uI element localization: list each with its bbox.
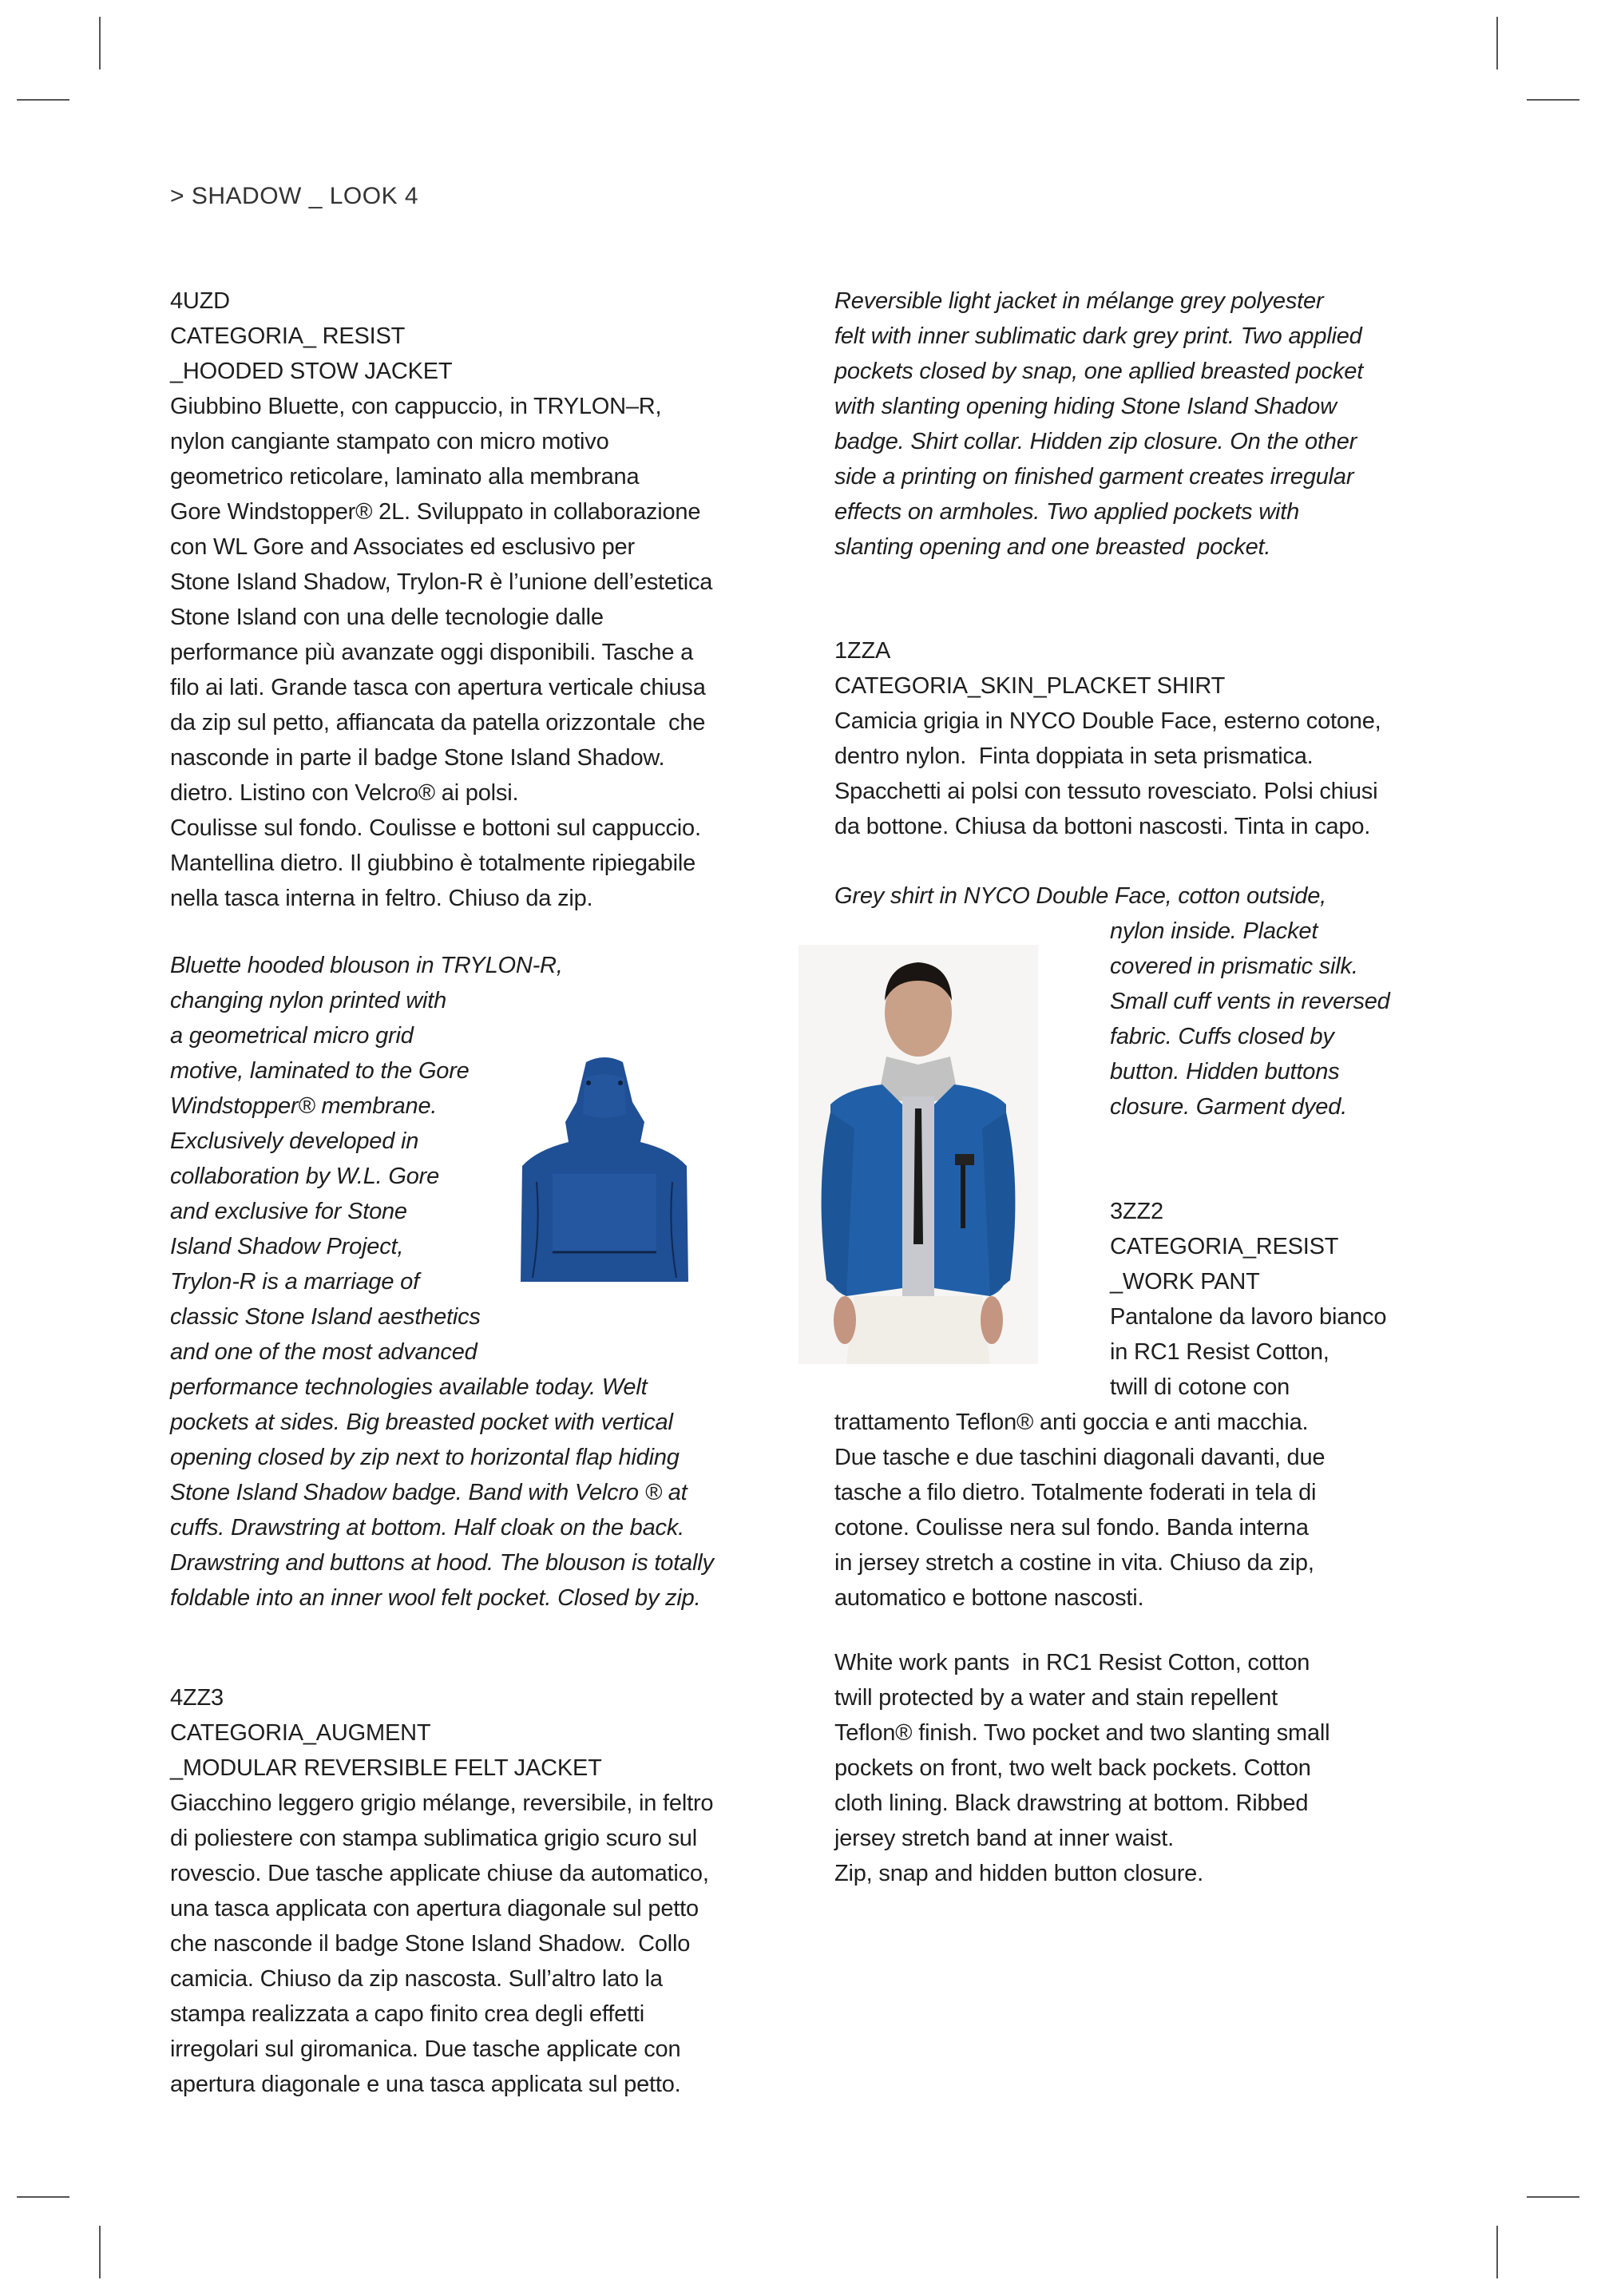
- text-line: White work pants in RC1 Resist Cotton, cotton: [834, 1650, 1310, 1675]
- item-category: CATEGORIA_RESIST: [1110, 1234, 1339, 1259]
- item-description-it: [170, 1786, 713, 2102]
- text-line: di poliestere con stampa sublimatica grigio scuro sul: [170, 1826, 697, 1851]
- item-description-it: [170, 389, 712, 916]
- text-line: da bottone. Chiusa da bottoni nascosti. Tinta in capo.: [834, 814, 1371, 839]
- crop-mark-top-left-horizontal: [17, 99, 69, 101]
- text-line: side a printing on finished garment creates irregular: [834, 464, 1354, 490]
- item-description-en: [834, 1645, 1330, 1891]
- crop-mark-top-right-vertical: [1496, 17, 1498, 69]
- item-description-it-line: in RC1 Resist Cotton,: [1110, 1339, 1330, 1365]
- text-line: da zip sul petto, affiancata da patella orizzontale che: [170, 710, 706, 736]
- page-title: > SHADOW _ LOOK 4: [170, 183, 419, 209]
- item-category: CATEGORIA_AUGMENT: [170, 1720, 431, 1746]
- text-line: badge. Shirt collar. Hidden zip closure. On the other: [834, 429, 1357, 454]
- item-category: CATEGORIA_SKIN_PLACKET SHIRT: [834, 673, 1226, 699]
- item-description-en-first-line: Grey shirt in NYCO Double Face, cotton outside,: [834, 883, 1326, 909]
- text-line: jersey stretch band at inner waist.: [834, 1826, 1174, 1851]
- model-front-photo: [798, 945, 1038, 1364]
- text-line: nylon inside. Placket: [1110, 918, 1318, 944]
- text-line: nella tasca interna in feltro. Chiuso da zip.: [170, 886, 593, 911]
- text-line: foldable into an inner wool felt pocket. Closed by zip.: [170, 1585, 701, 1611]
- text-line: trattamento Teflon® anti goccia e anti macchia.: [834, 1410, 1309, 1435]
- text-line: Teflon® finish. Two pocket and two slanting small: [834, 1720, 1330, 1746]
- text-line: che nasconde il badge Stone Island Shadow. Collo: [170, 1931, 691, 1957]
- text-line: con WL Gore and Associates ed esclusivo per: [170, 534, 635, 560]
- text-line: cotone. Coulisse nera sul fondo. Banda interna: [834, 1515, 1309, 1541]
- item-description-it: [834, 704, 1381, 844]
- text-line: Windstopper® membrane.: [170, 1093, 438, 1119]
- text-line: Small cuff vents in reversed: [1110, 989, 1390, 1014]
- item-code: 1ZZA: [834, 638, 891, 664]
- crop-mark-bottom-left-vertical: [99, 2226, 101, 2278]
- text-line: and one of the most advanced: [170, 1339, 478, 1365]
- text-line: Giacchino leggero grigio mélange, reversibile, in feltro: [170, 1790, 714, 1816]
- item-code: 4UZD: [170, 288, 230, 314]
- text-line: Mantellina dietro. Il giubbino è totalmente ripiegabile: [170, 851, 696, 876]
- item-category: CATEGORIA_ RESIST: [170, 323, 406, 349]
- text-line: and exclusive for Stone: [170, 1199, 407, 1224]
- text-line: classic Stone Island aesthetics: [170, 1304, 481, 1330]
- text-line: Bluette hooded blouson in TRYLON-R,: [170, 953, 563, 978]
- text-line: covered in prismatic silk.: [1110, 954, 1358, 979]
- item-description-it-line: twill di cotone con: [1110, 1374, 1290, 1400]
- text-line: camicia. Chiuso da zip nascosta. Sull’altro lato la: [170, 1966, 663, 1992]
- item-name: _HOODED STOW JACKET: [170, 359, 453, 384]
- text-line: pockets closed by snap, one apllied breasted pocket: [834, 359, 1364, 384]
- text-line: Island Shadow Project,: [170, 1234, 404, 1259]
- text-line: a geometrical micro grid: [170, 1023, 414, 1049]
- text-line: automatico e bottone nascosti.: [834, 1585, 1144, 1611]
- text-line: motive, laminated to the Gore: [170, 1058, 470, 1084]
- text-line: Camicia grigia in NYCO Double Face, esterno cotone,: [834, 708, 1381, 734]
- text-line: dietro. Listino con Velcro® ai polsi.: [170, 780, 519, 806]
- text-line: apertura diagonale e una tasca applicata sul petto.: [170, 2072, 681, 2097]
- text-line: Stone Island Shadow, Trylon-R è l’unione dell’estetica: [170, 569, 713, 595]
- text-line: cuffs. Drawstring at bottom. Half cloak on the back.: [170, 1515, 684, 1541]
- text-line: changing nylon printed with: [170, 988, 447, 1013]
- item-code: 4ZZ3: [170, 1685, 224, 1711]
- item-name: _MODULAR REVERSIBLE FELT JACKET: [170, 1755, 602, 1781]
- text-line: felt with inner sublimatic dark grey print. Two applied: [834, 323, 1362, 349]
- text-line: fabric. Cuffs closed by: [1110, 1024, 1334, 1049]
- item-description-en: [1110, 914, 1390, 1124]
- text-line: twill protected by a water and stain repellent: [834, 1685, 1278, 1711]
- text-line: dentro nylon. Finta doppiata in seta prismatica.: [834, 744, 1314, 769]
- crop-mark-bottom-right-vertical: [1496, 2226, 1498, 2278]
- text-line: Exclusively developed in: [170, 1128, 419, 1154]
- text-line: pockets on front, two welt back pockets. Cotton: [834, 1755, 1311, 1781]
- text-line: Stone Island con una delle tecnologie dalle: [170, 605, 604, 630]
- text-line: performance più avanzate oggi disponibili. Tasche a: [170, 640, 694, 665]
- item-code: 3ZZ2: [1110, 1199, 1163, 1224]
- item-description-it: [834, 1405, 1325, 1616]
- item-description-en: [834, 284, 1363, 565]
- text-line: rovescio. Due tasche applicate chiuse da automatico,: [170, 1861, 709, 1886]
- text-line: closure. Garment dyed.: [1110, 1094, 1348, 1120]
- crop-mark-top-left-vertical: [99, 17, 101, 69]
- text-line: performance technologies available today. Welt: [170, 1374, 648, 1400]
- text-line: Drawstring and buttons at hood. The blouson is totally: [170, 1550, 714, 1576]
- crop-mark-bottom-right-horizontal: [1527, 2196, 1579, 2198]
- text-line: slanting opening and one breasted pocket.: [834, 534, 1271, 560]
- text-line: Spacchetti ai polsi con tessuto rovesciato. Polsi chiusi: [834, 779, 1378, 804]
- jacket-back-photo: [521, 1038, 688, 1282]
- text-line: collaboration by W.L. Gore: [170, 1164, 440, 1189]
- text-line: nasconde in parte il badge Stone Island Shadow.: [170, 745, 665, 771]
- text-line: pockets at sides. Big breasted pocket with vertical: [170, 1410, 673, 1435]
- crop-mark-bottom-left-horizontal: [17, 2196, 69, 2198]
- text-line: in jersey stretch a costine in vita. Chiuso da zip,: [834, 1550, 1314, 1576]
- item-description-it-line: Pantalone da lavoro bianco: [1110, 1304, 1387, 1330]
- text-line: Giubbino Bluette, con cappuccio, in TRYLON–R,: [170, 394, 662, 419]
- text-line: effects on armholes. Two applied pockets with: [834, 499, 1300, 525]
- text-line: irregolari sul giromanica. Due tasche applicate con: [170, 2036, 681, 2062]
- text-line: nylon cangiante stampato con micro motivo: [170, 429, 609, 454]
- text-line: opening closed by zip next to horizontal flap hiding: [170, 1445, 680, 1470]
- text-line: filo ai lati. Grande tasca con apertura verticale chiusa: [170, 675, 706, 700]
- text-line: stampa realizzata a capo finito crea degli effetti: [170, 2001, 644, 2027]
- text-line: button. Hidden buttons: [1110, 1059, 1340, 1085]
- text-line: Gore Windstopper® 2L. Sviluppato in collaborazione: [170, 499, 701, 525]
- text-line: Reversible light jacket in mélange grey polyester: [834, 288, 1324, 314]
- item-name: _WORK PANT: [1110, 1269, 1260, 1295]
- text-line: geometrico reticolare, laminato alla membrana: [170, 464, 640, 490]
- text-line: Stone Island Shadow badge. Band with Velcro ® at: [170, 1480, 688, 1505]
- text-line: una tasca applicata con apertura diagonale sul petto: [170, 1896, 699, 1921]
- text-line: tasche a filo dietro. Totalmente foderati in tela di: [834, 1480, 1317, 1505]
- text-line: Coulisse sul fondo. Coulisse e bottoni sul cappuccio.: [170, 815, 701, 841]
- text-line: with slanting opening hiding Stone Island Shadow: [834, 394, 1337, 419]
- crop-mark-top-right-horizontal: [1527, 99, 1579, 101]
- text-line: Zip, snap and hidden button closure.: [834, 1861, 1203, 1886]
- text-line: Due tasche e due taschini diagonali davanti, due: [834, 1445, 1326, 1470]
- text-line: cloth lining. Black drawstring at bottom. Ribbed: [834, 1790, 1309, 1816]
- text-line: Trylon-R is a marriage of: [170, 1269, 419, 1295]
